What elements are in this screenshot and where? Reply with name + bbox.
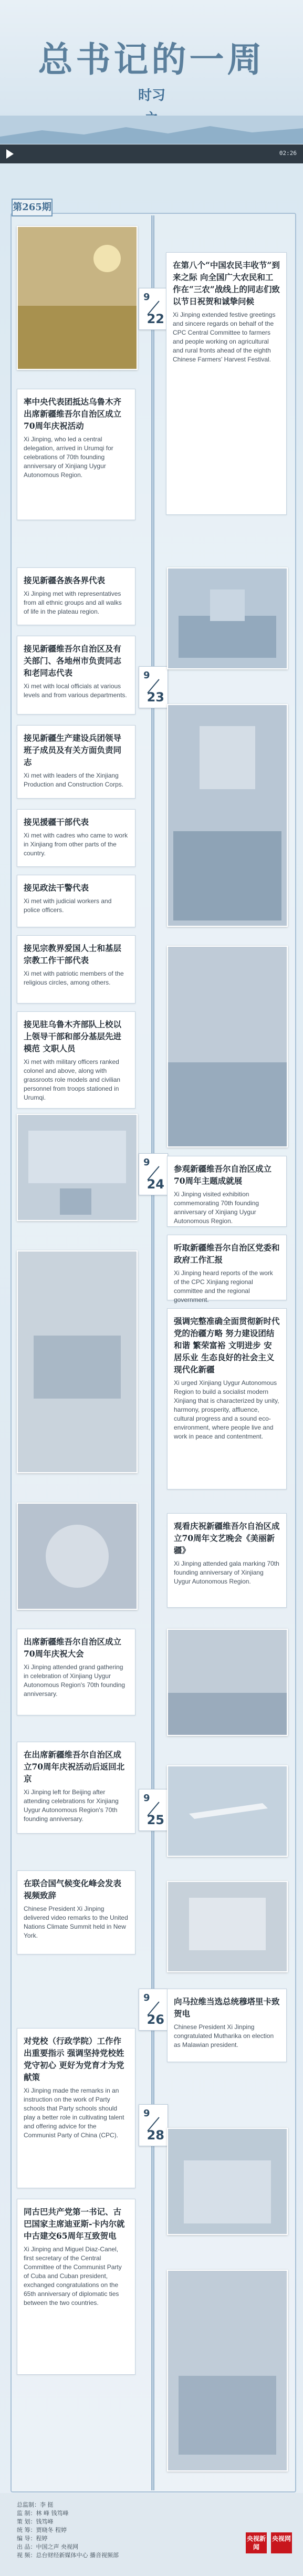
entry-text-en: Xi urged Xinjiang Uygur Autonomous Region to build a socialist modern Xinjiang that is characterized by unity, harmony, prosperity, affluence, cultural progress and a sound eco-environment, where people live and work in peace and contentment. — [174, 1379, 279, 1440]
photo-crowd — [167, 946, 288, 1147]
entry-text-en: Chinese President Xi Jinping delivered video remarks to the United Nations Climate Summit held in New York. — [24, 1905, 128, 1939]
credit-line: 出 品：中国之声 央视网 — [17, 2543, 78, 2550]
photo-cuba — [167, 2270, 288, 2471]
photo-exhibition — [17, 1114, 138, 1221]
entry-text-en: Xi Jinping left for Beijing after attending celebrations for Xinjiang Uygur Autonomous Region's 70th founding anniversary. — [24, 1788, 119, 1823]
entry-title-zh: 接见宗教界爱国人士和基层宗教工作干部代表 — [24, 943, 122, 965]
entry-title-zh: 接见新疆各族各界代表 — [24, 575, 106, 585]
photo-video-remarks — [167, 1881, 288, 1972]
entry-card-16 — [17, 1870, 135, 1954]
entry-card-5 — [17, 725, 135, 799]
entry-card-4 — [17, 636, 135, 715]
date-badge-924: 9 24 — [139, 1153, 168, 1195]
entry-text-en: Xi met with military officers ranked colonel and above, along with grassroots role models and civilian personnel from troops stationed in Urumqi. — [24, 1058, 121, 1101]
entry-title-zh: 对党校（行政学院）工作作出重要指示 强调坚持党校姓党守初心 更好为党育才为党献策 — [24, 2036, 124, 2082]
photo-meeting — [17, 1250, 138, 1473]
entry-text-en: Xi Jinping attended gala marking 70th founding anniversary of Xinjiang Uygur Autonomous Region. — [174, 1560, 279, 1585]
entry-title-zh: 在第八个“中国农民丰收节”到来之际 向全国广大农民和工作在“三农”战线上的同志们致以节日祝贺和诚挚问候 — [173, 260, 280, 306]
entry-title-zh: 观看庆祝新疆维吾尔自治区成立70周年文艺晚会《美丽新疆》 — [174, 1521, 280, 1555]
photo-reception — [167, 704, 288, 927]
program-logo — [135, 84, 168, 115]
entry-card-11 — [167, 1235, 287, 1303]
photo-arrival — [167, 567, 288, 669]
entry-title-zh: 在联合国气候变化峰会发表视频致辞 — [24, 1878, 122, 1900]
entry-card-1 — [166, 252, 287, 515]
entry-title-zh: 接见新疆生产建设兵团领导班子成员及有关方面负责同志 — [24, 733, 122, 767]
page-title: 总书记的一周 — [38, 39, 265, 80]
entry-title-zh: 接见驻乌鲁木齐部队上校以上领导干部和部分基层先进模范 文职人员 — [24, 1019, 122, 1053]
entry-card-6 — [17, 809, 135, 867]
header-scene-image — [0, 116, 303, 144]
entry-text-en: Xi Jinping extended festive greetings and sincere regards on behalf of the CPC Central Committee to farmers and people working on agricultural and rural fronts ahead of the eighth Chinese Farmers' Harvest Festival. — [173, 311, 276, 363]
credit-line: 编 导：程婷 — [17, 2535, 48, 2542]
entry-text-en: Xi Jinping, who led a central delegation, arrived in Urumqi for celebrations of 70th founding anniversary of Xinjiang Uygur Autonomous Region. — [24, 436, 113, 479]
date-badge-925: 9 25 — [139, 1789, 168, 1831]
credit-line: 总监制：李 挺 — [17, 2501, 54, 2508]
play-icon[interactable] — [6, 149, 14, 159]
photo-departure — [167, 1765, 288, 1857]
entry-text-en: Xi Jinping made the remarks in an instruction on the work of Party schools that Party schools should play a better role in cultivating talent and offering advice for the Communist Party of China (CPC). — [24, 2087, 124, 2139]
entry-card-19 — [17, 2199, 135, 2375]
entry-card-2 — [17, 389, 135, 520]
date-badge-928: 9 28 — [139, 2104, 168, 2146]
entry-text-en: Xi Jinping visited exhibition commemorating 70th founding anniversary of Xinjiang Uygur Autonomous Region. — [174, 1191, 259, 1225]
entry-title-zh: 同古巴共产党第一书记、古巴国家主席迪亚斯-卡内尔就中古建交65周年互致贺电 — [24, 2207, 125, 2241]
date-badge-922: 9 22 — [139, 288, 168, 330]
timeline-axis — [151, 215, 154, 2490]
entry-title-zh: 听取新疆维吾尔自治区党委和政府工作汇报 — [174, 1243, 280, 1265]
logo-text: 时习 — [138, 88, 165, 104]
entry-card-12 — [167, 1308, 287, 1489]
entry-card-17 — [167, 1989, 287, 2062]
entry-card-3 — [17, 567, 135, 625]
photo-party-school — [167, 2128, 288, 2235]
entry-text-en: Xi met with leaders of the Xinjiang Production and Construction Corps. — [24, 772, 124, 788]
video-time: 02:26 — [279, 150, 297, 157]
photo-grand-gathering — [167, 1629, 288, 1736]
entry-card-15 — [17, 1742, 135, 1834]
entry-text-en: Xi met with judicial workers and police officers. — [24, 897, 112, 914]
credit-line: 视 频：总台财经新媒体中心 播音视频部 — [17, 2552, 119, 2559]
entry-text-en: Xi met with cadres who came to work in Xinjiang from other parts of the country. — [24, 832, 128, 857]
entry-text-en: Xi met with patriotic members of the religious circles, among others. — [24, 970, 124, 986]
credit-line: 统 筹：贾晓冬 程婷 — [17, 2527, 67, 2533]
date-badge-926: 9 26 — [139, 1989, 168, 2031]
entry-title-zh: 出席新疆维吾尔自治区成立70周年庆祝大会 — [24, 1637, 122, 1659]
cctv-net-logo: 央视网 — [271, 2532, 292, 2553]
date-badge-923: 9 23 — [139, 666, 168, 708]
cctv-news-logo: 央视新闻 — [246, 2532, 267, 2553]
entry-title-zh: 接见援疆干部代表 — [24, 817, 89, 827]
entry-text-en: Xi Jinping met with representatives from all ethnic groups and all walks of life in the plateau region. — [24, 590, 122, 615]
entry-card-14 — [17, 1629, 135, 1715]
entry-title-zh: 接见政法干警代表 — [24, 883, 89, 893]
entry-text-en: Xi Jinping heard reports of the work of the CPC Xinjiang regional committee and the regional government. — [174, 1269, 273, 1303]
entry-card-7 — [17, 875, 135, 927]
entry-title-zh: 强调完整准确全面贯彻新时代党的治疆方略 努力建设团结和谐 繁荣富裕 文明进步 安居乐业 生态良好的社会主义现代化新疆 — [174, 1316, 280, 1374]
entry-card-18 — [17, 2028, 135, 2188]
entry-card-13 — [167, 1513, 287, 1608]
entry-title-zh: 率中央代表团抵达乌鲁木齐出席新疆维吾尔自治区成立70周年庆祝活动 — [24, 397, 122, 431]
entry-title-zh: 参观新疆维吾尔自治区成立70周年主题成就展 — [174, 1164, 272, 1186]
entry-title-zh: 在出席新疆维吾尔自治区成立70周年庆祝活动后返回北京 — [24, 1750, 125, 1784]
issue-label: 第265期 — [12, 199, 53, 216]
entry-text-en: Xi met with local officials at various levels and from various departments. — [24, 682, 127, 699]
entry-card-9 — [17, 1011, 135, 1109]
entry-text-en: Chinese President Xi Jinping congratulated Mutharika on election as Malawian president. — [174, 2023, 274, 2049]
entry-title-zh: 接见新疆维吾尔自治区及有关部门、各地州市负责同志和老同志代表 — [24, 644, 122, 678]
entry-text-en: Xi Jinping and Miguel Diaz-Canel, first secretary of the Central Committee of the Communist Party of Cuba and Cuban president, exchanged congratulations on the 65th anniversary of diplomatic ties between the two countries. — [24, 2246, 122, 2306]
video-control-bar[interactable] — [0, 144, 303, 163]
credit-line: 策 划：钱笃峰 — [17, 2518, 54, 2525]
photo-gala — [17, 1503, 138, 1610]
entry-title-zh: 向马拉维当选总统穆塔里卡致贺电 — [174, 1996, 280, 2019]
entry-card-8 — [17, 935, 135, 1003]
entry-card-10 — [167, 1156, 287, 1227]
photo-harvest — [17, 226, 138, 370]
entry-text-en: Xi Jinping attended grand gathering in celebration of Xinjiang Uygur Autonomous Region's 70th founding anniversary. — [24, 1663, 126, 1698]
credit-line: 监 制：林 峰 钱笃峰 — [17, 2510, 69, 2517]
credits — [17, 2501, 119, 2560]
